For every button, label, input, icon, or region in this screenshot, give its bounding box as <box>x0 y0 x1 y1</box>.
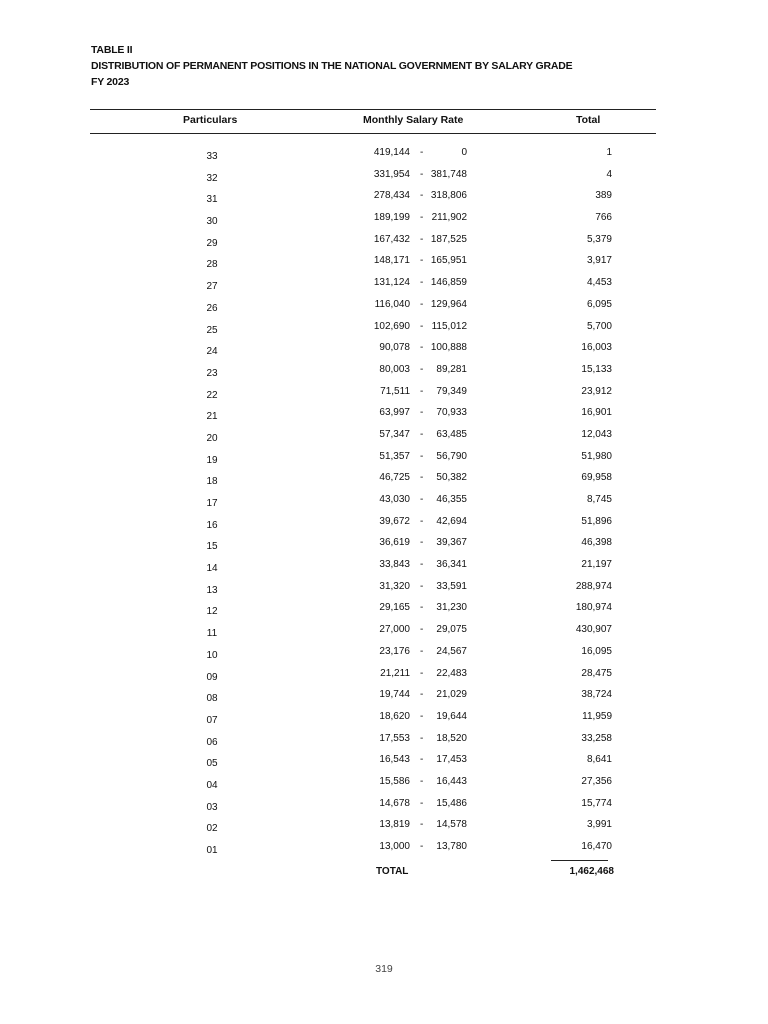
salary-rate-high: 129,964 <box>430 298 467 310</box>
salary-rate-low: 80,003 <box>379 363 410 375</box>
salary-rate-low: 27,000 <box>379 624 410 636</box>
salary-rate-high: 89,281 <box>436 363 467 375</box>
salary-rate-high: 100,888 <box>430 342 467 354</box>
salary-rate-high: 50,382 <box>436 472 467 484</box>
salary-rate-high: 211,902 <box>431 212 467 224</box>
salary-rate-dash: - <box>420 841 424 852</box>
salary-rate-low: 17,553 <box>379 732 410 744</box>
salary-rate-high: 146,859 <box>430 277 467 289</box>
positions-total: 4 <box>606 168 612 180</box>
salary-grade: 31 <box>206 194 218 206</box>
table-row <box>0 273 768 295</box>
positions-total: 8,641 <box>586 754 612 766</box>
salary-rate-low: 419,144 <box>373 147 410 158</box>
salary-rate-low: 102,690 <box>373 320 410 332</box>
salary-rate-dash: - <box>420 559 424 571</box>
salary-grade: 20 <box>206 432 218 444</box>
table-row <box>0 165 768 187</box>
positions-total: 51,896 <box>581 515 612 527</box>
salary-grade: 16 <box>206 519 218 531</box>
table-row <box>0 338 768 360</box>
salary-rate-high: 22,483 <box>436 667 467 679</box>
positions-total: 38,724 <box>581 689 612 701</box>
positions-total: 180,974 <box>575 602 612 614</box>
positions-total: 5,379 <box>586 233 612 245</box>
salary-grade: 23 <box>206 367 218 379</box>
salary-grade: 15 <box>206 541 218 553</box>
salary-rate-dash: - <box>420 645 424 657</box>
salary-rate-dash: - <box>420 754 424 766</box>
salary-rate-dash: - <box>420 624 424 636</box>
salary-rate-low: 14,678 <box>379 797 410 809</box>
salary-grade: 05 <box>206 758 218 770</box>
table-header <box>91 42 572 90</box>
salary-grade: 13 <box>206 584 218 596</box>
column-header-monthly-salary-rate: Monthly Salary Rate <box>363 114 464 126</box>
table-row <box>0 729 768 751</box>
salary-rate-high: 29,075 <box>436 624 467 636</box>
table-row <box>0 577 768 599</box>
salary-rate-low: 16,543 <box>379 754 410 766</box>
table-row <box>0 533 768 555</box>
positions-total: 3,991 <box>586 819 612 831</box>
salary-rate-low: 116,040 <box>374 298 410 310</box>
salary-rate-high: 18,520 <box>436 732 467 744</box>
table-row <box>0 598 768 620</box>
salary-grade: 01 <box>206 845 218 856</box>
salary-rate-high: 14,578 <box>436 819 467 831</box>
salary-rate-high: 39,367 <box>436 537 467 549</box>
salary-grade: 07 <box>206 714 218 726</box>
positions-total: 5,700 <box>586 320 612 332</box>
column-header-particulars: Particulars <box>183 114 238 126</box>
table-row <box>0 512 768 534</box>
salary-rate-dash: - <box>420 667 424 679</box>
table-row <box>0 208 768 230</box>
table-row <box>0 295 768 317</box>
table-row <box>0 143 768 165</box>
salary-rate-dash: - <box>420 298 424 310</box>
table-row <box>0 230 768 252</box>
fiscal-year: FY 2023 <box>91 76 130 88</box>
salary-rate-high: 36,341 <box>436 559 467 571</box>
salary-grade: 03 <box>206 801 218 813</box>
salary-rate-low: 71,511 <box>380 385 410 397</box>
salary-rate-low: 21,211 <box>380 667 410 679</box>
salary-rate-low: 57,347 <box>379 428 410 440</box>
salary-rate-low: 19,744 <box>379 689 410 701</box>
salary-grade: 09 <box>206 671 218 683</box>
table-row <box>0 555 768 577</box>
positions-total: 51,980 <box>581 450 612 462</box>
positions-total: 46,398 <box>581 537 612 549</box>
salary-rate-high: 42,694 <box>436 515 467 527</box>
salary-rate-high: 115,012 <box>431 320 467 332</box>
salary-rate-high: 16,443 <box>436 775 467 787</box>
table-body <box>0 143 768 859</box>
positions-total: 3,917 <box>586 255 612 267</box>
table-title: DISTRIBUTION OF PERMANENT POSITIONS IN THE NATIONAL GOVERNMENT BY SALARY GRADE <box>91 60 573 72</box>
positions-total: 27,356 <box>581 775 612 787</box>
table-row <box>0 382 768 404</box>
header-bottom-rule <box>90 133 656 134</box>
salary-rate-high: 56,790 <box>436 450 467 462</box>
salary-rate-low: 131,124 <box>373 277 410 289</box>
salary-rate-low: 148,171 <box>373 255 410 267</box>
salary-grade: 25 <box>206 324 218 336</box>
table-row <box>0 186 768 208</box>
table-row <box>0 837 768 859</box>
salary-rate-low: 13,000 <box>379 841 410 852</box>
table-row <box>0 490 768 512</box>
salary-rate-low: 46,725 <box>379 472 410 484</box>
page-number: 319 <box>375 963 393 975</box>
salary-rate-dash: - <box>420 580 424 592</box>
salary-rate-dash: - <box>420 320 424 332</box>
salary-rate-high: 381,748 <box>430 168 467 180</box>
salary-rate-dash: - <box>420 147 424 158</box>
salary-rate-low: 36,619 <box>379 537 410 549</box>
salary-rate-dash: - <box>420 190 424 202</box>
table-row <box>0 251 768 273</box>
table-row <box>0 815 768 837</box>
salary-rate-low: 278,434 <box>373 190 410 202</box>
positions-total: 288,974 <box>575 580 612 592</box>
salary-grade: 28 <box>206 259 218 271</box>
salary-rate-low: 33,843 <box>379 559 410 571</box>
salary-grade: 08 <box>206 693 218 705</box>
salary-rate-high: 46,355 <box>436 494 467 505</box>
salary-rate-dash: - <box>420 602 424 614</box>
salary-rate-low: 51,357 <box>379 450 410 462</box>
salary-rate-dash: - <box>420 515 424 527</box>
salary-grade: 02 <box>206 823 218 835</box>
positions-total: 430,907 <box>575 624 612 636</box>
salary-rate-low: 13,819 <box>379 819 410 831</box>
table-label: TABLE II <box>91 44 133 56</box>
table-row <box>0 425 768 447</box>
table-row <box>0 664 768 686</box>
salary-rate-high: 31,230 <box>436 602 467 614</box>
salary-rate-low: 331,954 <box>373 168 410 180</box>
positions-total: 8,745 <box>586 494 612 505</box>
salary-grade: 26 <box>206 302 218 314</box>
table-row <box>0 794 768 816</box>
salary-rate-dash: - <box>420 277 424 289</box>
salary-rate-dash: - <box>420 797 424 809</box>
salary-rate-dash: - <box>420 689 424 701</box>
positions-total: 12,043 <box>581 428 612 440</box>
salary-rate-dash: - <box>420 255 424 267</box>
table-row <box>0 447 768 469</box>
salary-grade: 11 <box>206 628 218 640</box>
salary-rate-dash: - <box>420 494 424 505</box>
salary-rate-dash: - <box>420 212 424 224</box>
salary-rate-low: 43,030 <box>379 494 410 505</box>
salary-rate-dash: - <box>420 819 424 831</box>
salary-rate-dash: - <box>420 775 424 787</box>
salary-rate-high: 13,780 <box>436 841 467 852</box>
total-value: 1,462,468 <box>569 866 614 877</box>
salary-rate-dash: - <box>420 428 424 440</box>
table-row <box>0 317 768 339</box>
salary-grade: 14 <box>206 563 218 575</box>
salary-rate-dash: - <box>420 710 424 722</box>
table-top-rule <box>90 109 656 110</box>
positions-total: 33,258 <box>581 732 612 744</box>
positions-total: 16,470 <box>581 841 612 852</box>
table-row <box>0 620 768 642</box>
salary-grade: 33 <box>206 151 218 162</box>
salary-rate-low: 23,176 <box>379 645 410 657</box>
salary-rate-dash: - <box>420 385 424 397</box>
salary-grade: 30 <box>206 216 218 228</box>
salary-rate-low: 90,078 <box>379 342 410 354</box>
salary-rate-dash: - <box>420 363 424 375</box>
salary-rate-high: 70,933 <box>436 407 467 419</box>
salary-rate-high: 24,567 <box>436 645 467 657</box>
salary-grade: 24 <box>206 346 218 358</box>
table-row <box>0 642 768 664</box>
positions-total: 16,095 <box>581 645 612 657</box>
total-label: TOTAL <box>376 866 409 877</box>
salary-grade: 21 <box>206 411 218 423</box>
positions-total: 15,774 <box>581 797 612 809</box>
column-header-total: Total <box>576 114 601 126</box>
positions-total: 389 <box>595 190 612 202</box>
table-row <box>0 707 768 729</box>
salary-rate-high: 0 <box>461 147 467 158</box>
salary-rate-dash: - <box>420 732 424 744</box>
salary-grade: 32 <box>206 172 218 184</box>
table-row <box>0 403 768 425</box>
salary-rate-high: 79,349 <box>436 385 467 397</box>
positions-total: 1 <box>606 147 612 158</box>
salary-grade: 17 <box>206 498 218 509</box>
table-row <box>0 685 768 707</box>
total-rule <box>551 860 608 861</box>
positions-total: 23,912 <box>581 385 612 397</box>
positions-total: 6,095 <box>586 298 612 310</box>
positions-total: 16,003 <box>581 342 612 354</box>
salary-rate-dash: - <box>420 233 424 245</box>
salary-rate-low: 189,199 <box>373 212 410 224</box>
salary-rate-low: 167,432 <box>373 233 410 245</box>
salary-grade: 12 <box>206 606 218 618</box>
positions-total: 766 <box>595 212 612 224</box>
positions-total: 21,197 <box>581 559 612 571</box>
salary-rate-high: 21,029 <box>436 689 467 701</box>
salary-grade: 29 <box>206 237 218 249</box>
positions-total: 28,475 <box>581 667 612 679</box>
salary-grade: 10 <box>206 649 218 661</box>
salary-rate-low: 39,672 <box>379 515 410 527</box>
table-row <box>0 750 768 772</box>
salary-rate-low: 18,620 <box>379 710 410 722</box>
table-row <box>0 772 768 794</box>
salary-rate-dash: - <box>420 537 424 549</box>
positions-total: 4,453 <box>586 277 612 289</box>
salary-rate-dash: - <box>420 168 424 180</box>
salary-rate-dash: - <box>420 407 424 419</box>
salary-rate-high: 187,525 <box>430 233 467 245</box>
salary-rate-high: 19,644 <box>436 710 467 722</box>
table-row <box>0 360 768 382</box>
salary-rate-low: 29,165 <box>379 602 410 614</box>
salary-rate-low: 31,320 <box>379 580 410 592</box>
salary-grade: 04 <box>206 779 218 791</box>
positions-total: 15,133 <box>581 363 612 375</box>
positions-total: 11,959 <box>582 710 612 722</box>
salary-rate-high: 33,591 <box>436 580 467 592</box>
salary-rate-low: 15,586 <box>379 775 410 787</box>
salary-rate-high: 318,806 <box>430 190 467 202</box>
salary-grade: 27 <box>206 281 218 293</box>
table-row <box>0 468 768 490</box>
salary-rate-dash: - <box>420 472 424 484</box>
positions-total: 16,901 <box>581 407 612 419</box>
salary-rate-high: 165,951 <box>430 255 467 267</box>
positions-total: 69,958 <box>581 472 612 484</box>
salary-grade: 18 <box>206 476 218 488</box>
salary-grade: 19 <box>206 454 218 466</box>
salary-rate-high: 17,453 <box>436 754 467 766</box>
salary-rate-low: 63,997 <box>379 407 410 419</box>
salary-rate-dash: - <box>420 342 424 354</box>
salary-grade: 22 <box>206 389 218 401</box>
salary-rate-dash: - <box>420 450 424 462</box>
salary-rate-high: 63,485 <box>436 428 467 440</box>
salary-grade: 06 <box>206 736 218 748</box>
salary-rate-high: 15,486 <box>436 797 467 809</box>
